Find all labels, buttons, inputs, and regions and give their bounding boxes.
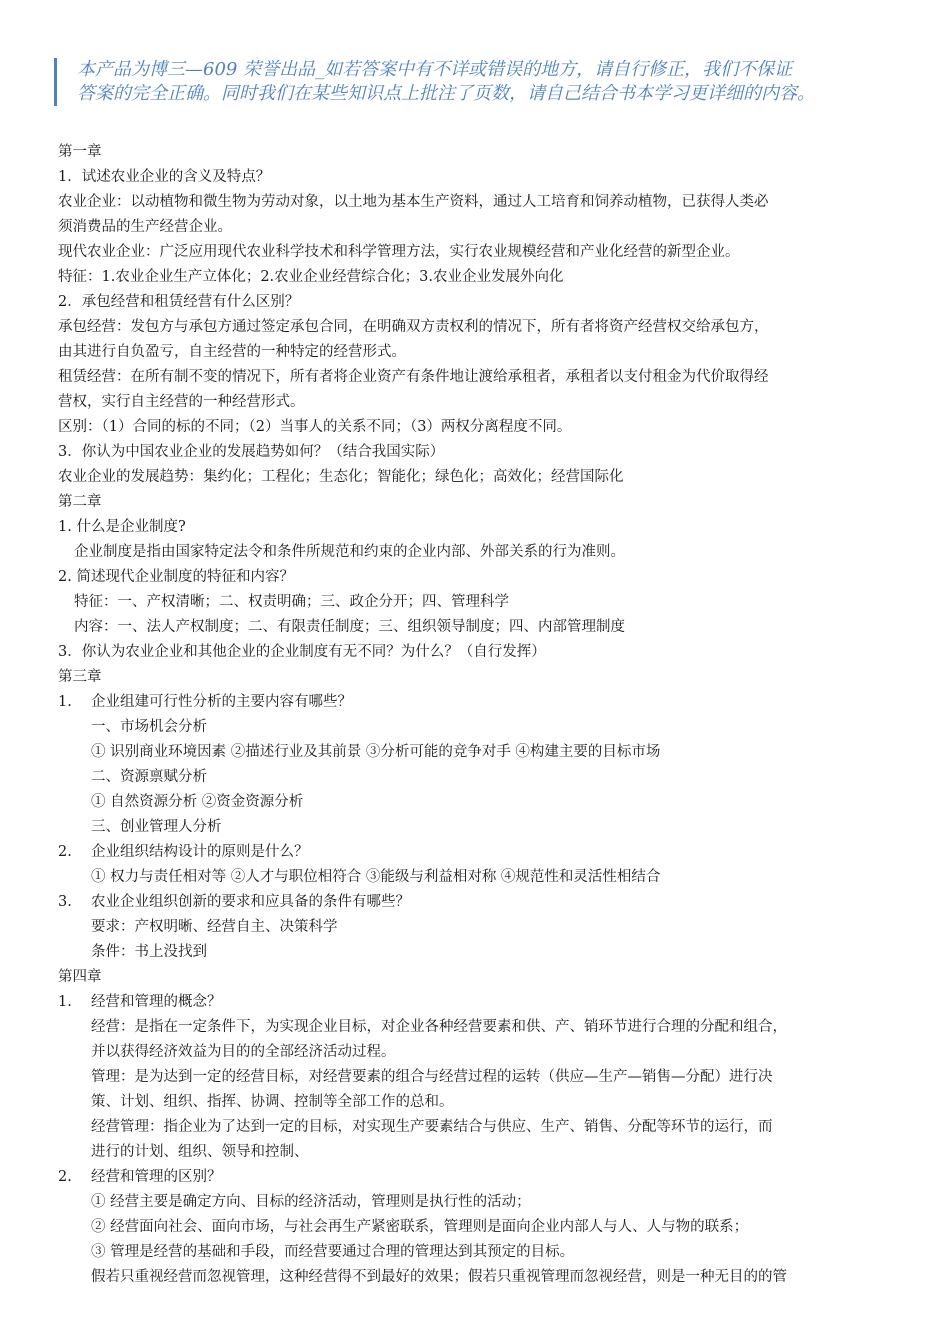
- list-number: 3.: [58, 894, 72, 910]
- answer-line: ① 权力与责任相对等 ②人才与职位相符合 ③能级与利益相对称 ④规范性和灵活性相结合: [91, 869, 661, 885]
- list-number: 1.: [58, 694, 72, 710]
- answer-line: ① 自然资源分析 ②资金资源分析: [91, 794, 304, 810]
- question-text: 企业组建可行性分析的主要内容有哪些？: [91, 694, 352, 710]
- answer-line: ① 经营主要是确定方向、目标的经济活动，管理则是执行性的活动；: [91, 1194, 531, 1210]
- document-body: [58, 140, 908, 1290]
- question-2-2: 2. 简述现代企业制度的特征和内容？: [58, 569, 294, 585]
- answer-line: 一、市场机会分析: [91, 719, 207, 735]
- answer-line: 条件：书上没找到: [91, 944, 207, 960]
- answer-line: 假若只重视经营而忽视管理，这种经营得不到最好的效果；假若只重视管理而忽视经营，则是一种无目的的管: [91, 1269, 787, 1285]
- answer-line: 经营：是指在一定条件下，为实现企业目标，对企业各种经营要素和供、产、销环节进行合理的分配和组合，: [91, 1019, 787, 1035]
- chapter-3-heading: 第三章: [58, 669, 102, 685]
- answer-line: 由其进行自负盈亏，自主经营的一种特定的经营形式。: [58, 344, 406, 360]
- answer-line: ③ 管理是经营的基础和手段，而经营要通过合理的管理达到其预定的目标。: [91, 1244, 575, 1260]
- list-number: 2.: [58, 1169, 72, 1185]
- answer-line: 农业企业的发展趋势：集约化；工程化；生态化；智能化；绿色化；高效化；经营国际化: [58, 469, 624, 485]
- list-number: 1.: [58, 994, 72, 1010]
- answer-line: 农业企业：以动植物和微生物为劳动对象，以土地为基本生产资料，通过人工培育和饲养动植物，已获得人类必: [58, 194, 769, 210]
- answer-line: ① 识别商业环境因素 ②描述行业及其前景 ③分析可能的竞争对手 ④构建主要的目标市场: [91, 744, 661, 760]
- question-2-3: 3．你认为农业企业和其他企业的企业制度有无不同？为什么？（自行发挥）: [58, 644, 546, 660]
- chapter-4-heading: 第四章: [58, 969, 102, 985]
- list-number: 2.: [58, 844, 72, 860]
- question-1-1: 1．试述农业企业的含义及特点？: [58, 169, 271, 185]
- answer-line: 要求：产权明晰、经营自主、决策科学: [91, 919, 338, 935]
- answer-line: 三、创业管理人分析: [91, 819, 222, 835]
- question-4-2: [58, 1165, 908, 1190]
- answer-line: 企业制度是指由国家特定法令和条件所规范和约束的企业内部、外部关系的行为准则。: [74, 544, 625, 560]
- answer-line: 须消费品的生产经营企业。: [58, 219, 232, 235]
- answer-line: 管理：是为达到一定的经营目标，对经营要素的组合与经营过程的运转（供应—生产—销售—分配）进行决: [91, 1069, 773, 1085]
- question-3-2: [58, 840, 908, 865]
- notice-line-1: 本产品为博三—609 荣誉出品_如若答案中有不详或错误的地方，请自行修正，我们不保证: [77, 59, 793, 80]
- answer-line: 进行的计划、组织、领导和控制、: [91, 1144, 309, 1160]
- question-2-1: 1. 什么是企业制度?: [58, 519, 186, 535]
- chapter-2-heading: 第二章: [58, 494, 102, 510]
- notice-block: [54, 58, 927, 106]
- question-text: 经营和管理的区别？: [91, 1169, 222, 1185]
- answer-line: 内容：一、法人产权制度；二、有限责任制度；三、组织领导制度；四、内部管理制度: [74, 619, 625, 635]
- chapter-1-heading: 第一章: [58, 144, 102, 160]
- answer-line: 现代农业企业：广泛应用现代农业科学技术和科学管理方法，实行农业规模经营和产业化经营的新型企业。: [58, 244, 740, 260]
- answer-line: 并以获得经济效益为目的的全部经济活动过程。: [91, 1044, 396, 1060]
- answer-line: 二、资源禀赋分析: [91, 769, 207, 785]
- answer-line: 策、计划、组织、指挥、协调、控制等全部工作的总和。: [91, 1094, 454, 1110]
- answer-line: 区别：（1）合同的标的不同；（2）当事人的关系不同；（3）两权分离程度不同。: [58, 419, 572, 435]
- question-3-1: [58, 690, 908, 715]
- answer-line: 特征：1.农业企业生产立体化；2.农业企业经营综合化；3.农业企业发展外向化: [58, 269, 564, 285]
- answer-line: 租赁经营：在所有制不变的情况下，所有者将企业资产有条件地让渡给承租者，承租者以支付租金为代价取得经: [58, 369, 769, 385]
- question-4-1: [58, 990, 908, 1015]
- question-3-3: [58, 890, 908, 915]
- answer-line: 经营管理：指企业为了达到一定的目标，对实现生产要素结合与供应、生产、销售、分配等环节的运行，而: [91, 1119, 773, 1135]
- question-text: 农业企业组织创新的要求和应具备的条件有哪些？: [91, 894, 410, 910]
- question-1-2: 2．承包经营和租赁经营有什么区别？: [58, 294, 300, 310]
- answer-line: ② 经营面向社会、面向市场，与社会再生产紧密联系，管理则是面向企业内部人与人、人与物的联系；: [91, 1219, 749, 1235]
- answer-line: 承包经营：发包方与承包方通过签定承包合同，在明确双方责权利的情况下，所有者将资产经营权交给承包方，: [58, 319, 769, 335]
- answer-line: 特征：一、产权清晰；二、权责明确；三、政企分开；四、管理科学: [74, 594, 509, 610]
- question-text: 经营和管理的概念？: [91, 994, 222, 1010]
- question-text: 企业组织结构设计的原则是什么？: [91, 844, 309, 860]
- question-1-3: 3．你认为中国农业企业的发展趋势如何？（结合我国实际）: [58, 444, 445, 460]
- notice-line-2: 答案的完全正确。同时我们在某些知识点上批注了页数，请自己结合书本学习更详细的内容。: [77, 83, 815, 104]
- answer-line: 营权，实行自主经营的一种经营形式。: [58, 394, 305, 410]
